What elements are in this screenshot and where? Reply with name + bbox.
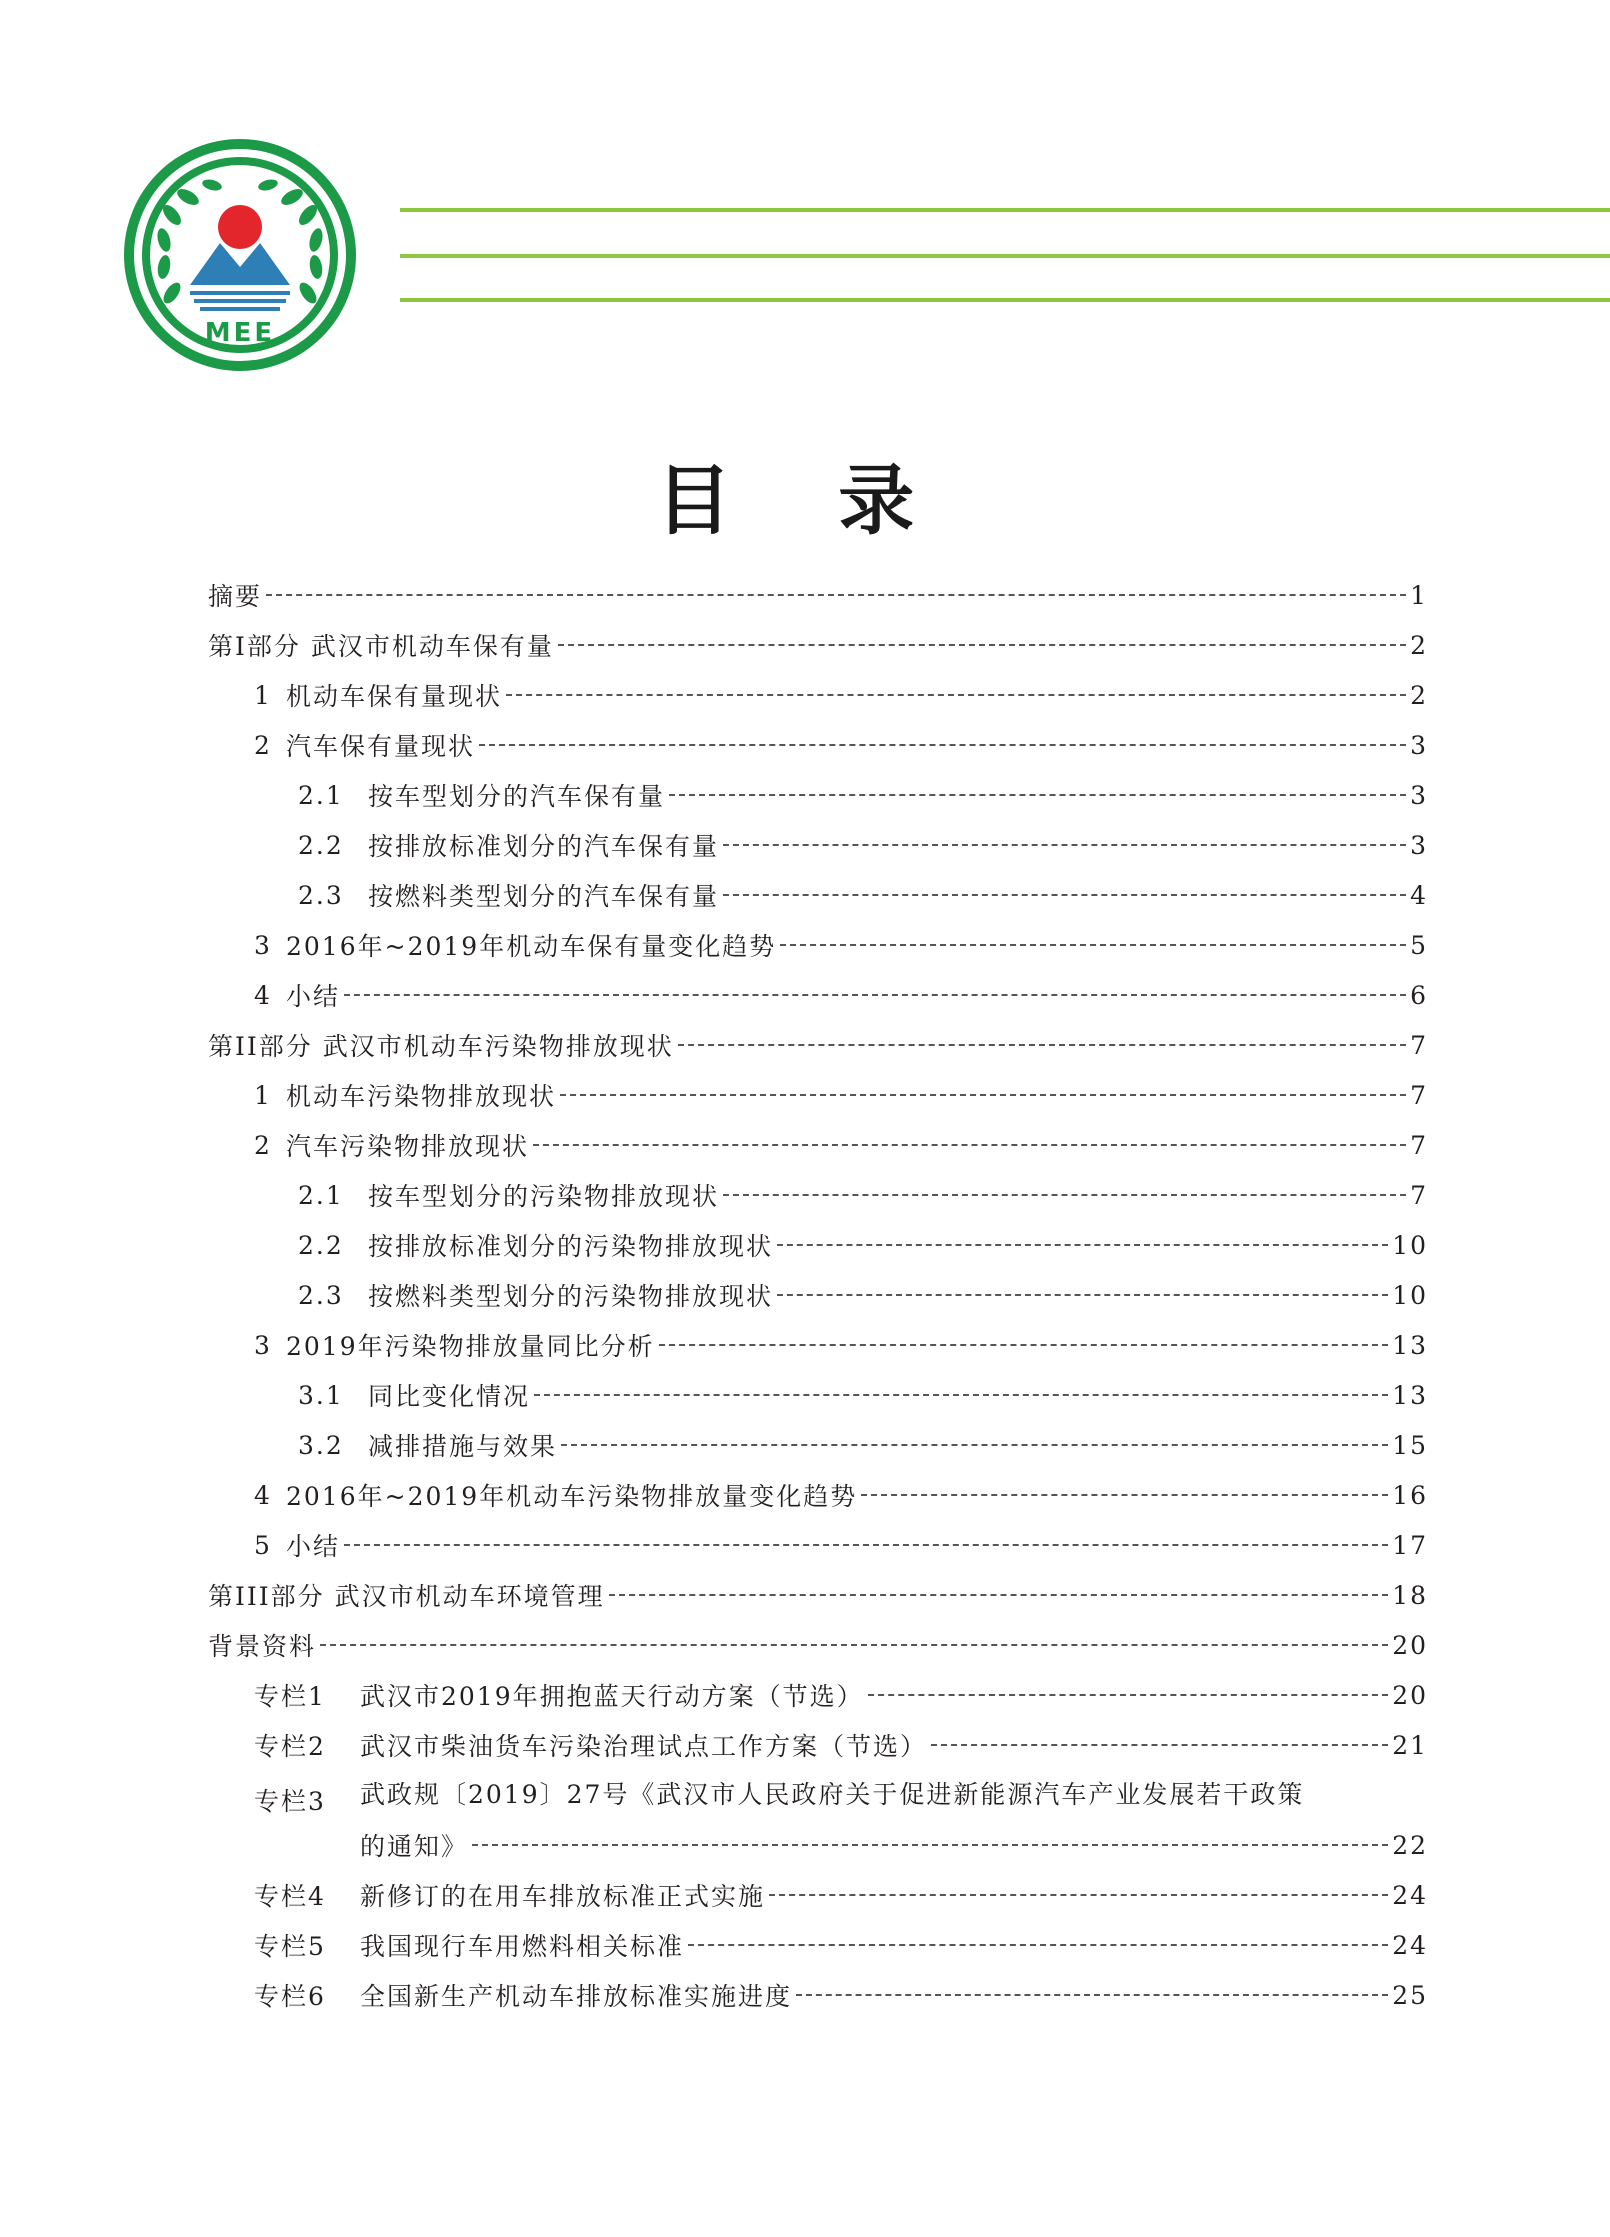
dot-leader — [669, 794, 1406, 796]
dot-leader — [609, 1594, 1389, 1596]
toc-entry[interactable] — [208, 1570, 1428, 1620]
toc-entry-title: 减排措施与效果 — [368, 1432, 558, 1461]
toc-entry-number: 2.2 — [298, 1230, 344, 1260]
toc-entry-number: 2.3 — [298, 1280, 344, 1310]
toc-entry[interactable] — [208, 770, 1428, 820]
toc-entry-page: 13 — [1392, 1330, 1428, 1360]
toc-entry-title: 按车型划分的汽车保有量 — [368, 782, 666, 811]
toc-entry-page: 20 — [1392, 1630, 1428, 1660]
dot-leader — [723, 894, 1406, 896]
toc-entry-page: 4 — [1410, 880, 1428, 910]
toc-entry[interactable] — [208, 1370, 1428, 1420]
toc-entry-page: 1 — [1410, 580, 1428, 610]
dot-leader — [344, 1544, 1388, 1546]
header-rule-1 — [400, 208, 1610, 212]
dot-leader — [723, 1194, 1406, 1196]
dot-leader — [533, 1144, 1406, 1146]
mee-logo — [120, 135, 360, 375]
toc-entry[interactable] — [208, 870, 1428, 920]
toc-entry-number: 专栏4 — [254, 1882, 326, 1911]
toc-entry-page: 10 — [1392, 1280, 1428, 1310]
toc-entry[interactable] — [208, 970, 1428, 1020]
toc-entry[interactable] — [208, 1420, 1428, 1470]
toc-entry-number: 专栏2 — [254, 1732, 326, 1761]
toc-entry[interactable] — [208, 1070, 1428, 1120]
dot-leader — [506, 694, 1406, 696]
toc-entry-title: 按排放标准划分的汽车保有量 — [368, 832, 720, 861]
table-of-contents — [208, 570, 1428, 2020]
toc-entry[interactable] — [208, 1470, 1428, 1520]
toc-entry-number: 3 — [254, 1330, 272, 1360]
toc-entry-title: 2016年~2019年机动车污染物排放量变化趋势 — [286, 1482, 858, 1511]
dot-leader — [723, 844, 1406, 846]
toc-entry-title: 机动车污染物排放现状 — [286, 1082, 557, 1111]
toc-entry-page: 24 — [1392, 1930, 1428, 1960]
toc-entry-title-cont: 的通知》 — [360, 1832, 469, 1861]
toc-entry-number: 3 — [254, 930, 272, 960]
toc-entry[interactable] — [208, 1170, 1428, 1220]
toc-entry-page: 17 — [1392, 1530, 1428, 1560]
toc-entry-page: 13 — [1392, 1380, 1428, 1410]
toc-entry-page: 21 — [1392, 1730, 1428, 1760]
header-rule-2 — [400, 254, 1610, 258]
toc-entry-title: 按燃料类型划分的污染物排放现状 — [368, 1282, 774, 1311]
toc-entry[interactable] — [208, 570, 1428, 620]
dot-leader — [659, 1344, 1389, 1346]
dot-leader — [688, 1944, 1388, 1946]
toc-entry-page: 3 — [1410, 730, 1428, 760]
toc-entry-title: 2016年~2019年机动车保有量变化趋势 — [286, 932, 777, 961]
toc-entry-title: 武汉市柴油货车污染治理试点工作方案（节选） — [360, 1732, 928, 1761]
dot-leader — [558, 644, 1406, 646]
toc-entry[interactable] — [208, 1320, 1428, 1370]
toc-entry-number: 1 — [254, 1080, 272, 1110]
toc-entry-page: 7 — [1410, 1130, 1428, 1160]
toc-entry[interactable] — [208, 1720, 1428, 1770]
toc-entry-number: 4 — [254, 1480, 272, 1510]
toc-entry[interactable] — [208, 1620, 1428, 1670]
toc-entry[interactable] — [208, 1120, 1428, 1170]
toc-entry-page: 5 — [1410, 930, 1428, 960]
dot-leader — [560, 1094, 1406, 1096]
toc-entry[interactable] — [208, 1970, 1428, 2020]
toc-entry-number: 专栏5 — [254, 1932, 326, 1961]
toc-entry-page: 2 — [1410, 680, 1428, 710]
toc-entry-title: 汽车污染物排放现状 — [286, 1132, 530, 1161]
dot-leader — [344, 994, 1406, 996]
toc-entry-page: 15 — [1392, 1430, 1428, 1460]
dot-leader — [931, 1744, 1388, 1746]
toc-entry-title: 按车型划分的污染物排放现状 — [368, 1182, 720, 1211]
toc-entry-page: 7 — [1410, 1030, 1428, 1060]
toc-entry-title: 机动车保有量现状 — [286, 682, 503, 711]
toc-entry-title: 摘要 — [208, 582, 263, 611]
toc-entry-page: 7 — [1410, 1180, 1428, 1210]
toc-entry-number: 2.2 — [298, 830, 344, 860]
header-rule-3 — [400, 298, 1610, 302]
toc-entry[interactable] — [208, 1870, 1428, 1920]
toc-entry-number: 专栏3 — [254, 1787, 326, 1816]
toc-entry-page: 10 — [1392, 1230, 1428, 1260]
toc-entry-title: 全国新生产机动车排放标准实施进度 — [360, 1982, 793, 2011]
dot-leader — [861, 1494, 1388, 1496]
toc-entry-number: 2.1 — [298, 780, 344, 810]
toc-entry-number: 2 — [254, 1130, 272, 1160]
toc-entry-number: 专栏6 — [254, 1982, 326, 2011]
toc-entry[interactable] — [208, 1670, 1428, 1720]
toc-entry-title: 第I部分 武汉市机动车保有量 — [208, 632, 554, 661]
toc-entry[interactable] — [208, 670, 1428, 720]
logo-text: MEE — [204, 318, 276, 348]
toc-entry-title: 2019年污染物排放量同比分析 — [286, 1332, 655, 1361]
toc-entry-number: 2.3 — [298, 880, 344, 910]
toc-entry-number: 1 — [254, 680, 272, 710]
toc-entry-title: 按排放标准划分的污染物排放现状 — [368, 1232, 774, 1261]
toc-entry[interactable] — [208, 620, 1428, 670]
toc-entry-page: 2 — [1410, 630, 1428, 660]
toc-entry-number: 3.2 — [298, 1430, 344, 1460]
dot-leader — [868, 1694, 1389, 1696]
toc-entry-page: 16 — [1392, 1480, 1428, 1510]
toc-entry-page: 7 — [1410, 1080, 1428, 1110]
dot-leader — [780, 944, 1406, 946]
toc-entry-wrapped[interactable] — [208, 1770, 1428, 1870]
dot-leader — [678, 1044, 1406, 1046]
toc-entry-number: 专栏1 — [254, 1682, 326, 1711]
toc-entry[interactable] — [208, 1270, 1428, 1320]
toc-entry-title: 背景资料 — [208, 1632, 317, 1661]
toc-entry-title: 汽车保有量现状 — [286, 732, 476, 761]
toc-entry-page: 3 — [1410, 780, 1428, 810]
toc-entry-number: 3.1 — [298, 1380, 344, 1410]
toc-entry-page: 25 — [1392, 1980, 1428, 2010]
toc-entry[interactable] — [208, 1220, 1428, 1270]
toc-entry[interactable] — [208, 1520, 1428, 1570]
page-title: 目 录 — [655, 456, 955, 545]
toc-entry-title: 我国现行车用燃料相关标准 — [360, 1932, 685, 1961]
toc-entry-page: 3 — [1410, 830, 1428, 860]
dot-leader — [769, 1894, 1388, 1896]
toc-entry-title: 新修订的在用车排放标准正式实施 — [360, 1882, 766, 1911]
toc-entry-page: 22 — [1392, 1830, 1428, 1860]
dot-leader — [472, 1844, 1388, 1846]
toc-entry-title: 武政规〔2019〕27号《武汉市人民政府关于促进新能源汽车产业发展若干政策 — [360, 1780, 1305, 1809]
dot-leader — [796, 1994, 1388, 1996]
toc-entry-number: 4 — [254, 980, 272, 1010]
toc-entry-page: 24 — [1392, 1880, 1428, 1910]
toc-entry[interactable] — [208, 1020, 1428, 1070]
toc-entry-title: 小结 — [286, 982, 341, 1011]
toc-entry-page: 20 — [1392, 1680, 1428, 1710]
toc-entry[interactable] — [208, 920, 1428, 970]
toc-entry[interactable] — [208, 720, 1428, 770]
toc-entry-number: 2 — [254, 730, 272, 760]
toc-entry-title: 第II部分 武汉市机动车污染物排放现状 — [208, 1032, 674, 1061]
toc-entry[interactable] — [208, 1920, 1428, 1970]
toc-entry-number: 5 — [254, 1530, 272, 1560]
toc-entry-title: 按燃料类型划分的汽车保有量 — [368, 882, 720, 911]
dot-leader — [777, 1294, 1388, 1296]
dot-leader — [534, 1394, 1388, 1396]
toc-entry-title: 第III部分 武汉市机动车环境管理 — [208, 1582, 605, 1611]
dot-leader — [777, 1244, 1388, 1246]
dot-leader — [479, 744, 1406, 746]
toc-entry-number: 2.1 — [298, 1180, 344, 1210]
dot-leader — [266, 594, 1406, 596]
toc-entry-title: 小结 — [286, 1532, 341, 1561]
dot-leader — [320, 1644, 1388, 1646]
dot-leader — [561, 1444, 1388, 1446]
toc-entry-page: 6 — [1410, 980, 1428, 1010]
toc-entry-title: 武汉市2019年拥抱蓝天行动方案（节选） — [360, 1682, 864, 1711]
toc-entry-title: 同比变化情况 — [368, 1382, 531, 1411]
toc-entry-page: 18 — [1392, 1580, 1428, 1610]
toc-entry[interactable] — [208, 820, 1428, 870]
